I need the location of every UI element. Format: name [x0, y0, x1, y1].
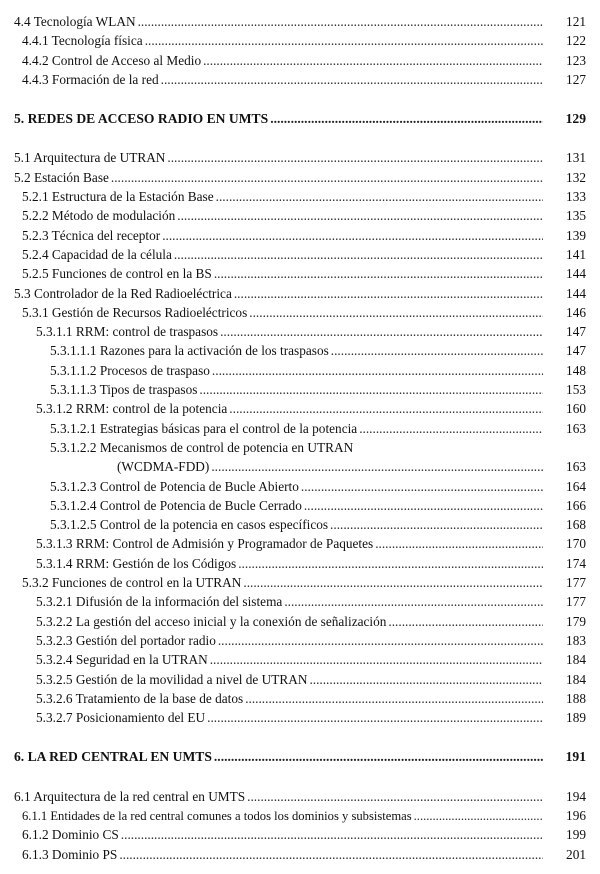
toc-entry — [0, 477, 600, 496]
dot-leader — [207, 708, 543, 727]
dot-leader — [203, 51, 543, 70]
toc-entry-label: 5.3.1 Gestión de Recursos Radioeléctricos — [22, 304, 248, 320]
dot-leader — [359, 419, 543, 438]
toc-entry — [0, 845, 600, 864]
toc-chapter-page: 191 — [565, 749, 586, 765]
toc-entry — [0, 806, 600, 825]
dot-leader — [214, 747, 543, 766]
dot-leader — [218, 631, 543, 650]
toc-entry — [0, 51, 600, 70]
toc-entry-label: 5.3.2.5 Gestión de la movilidad a nivel de UTRAN — [36, 671, 308, 687]
toc-entry-label: 5.2.1 Estructura de la Estación Base — [22, 189, 214, 205]
toc-chapter-label: 5. REDES DE ACCESO RADIO EN UMTS — [14, 111, 269, 127]
toc-entry-page: 163 — [566, 420, 586, 436]
toc-entry-label: 5.2.5 Funciones de control en la BS — [22, 266, 212, 282]
dot-leader — [167, 148, 543, 167]
toc-entry-label: 5.2 Estación Base — [14, 169, 109, 185]
dot-leader — [212, 361, 543, 380]
dot-leader — [121, 825, 543, 844]
toc-entry-page: 183 — [566, 632, 586, 648]
toc-entry-label: 6.1 Arquitectura de la red central en UMTS — [14, 788, 246, 804]
toc-entry-page: 144 — [566, 266, 586, 282]
dot-leader — [119, 845, 543, 864]
toc-entry-page: 168 — [566, 517, 586, 533]
toc-entry-page: 184 — [566, 652, 586, 668]
dot-leader — [234, 284, 543, 303]
table-of-contents — [0, 12, 600, 864]
toc-entry-label: 4.4.2 Control de Acceso al Medio — [22, 52, 202, 68]
toc-entry-page: 184 — [566, 671, 586, 687]
dot-leader — [330, 515, 543, 534]
toc-entry-page: 177 — [566, 594, 586, 610]
toc-entry-page: 146 — [566, 304, 586, 320]
toc-entry-page: 153 — [566, 382, 586, 398]
dot-leader — [161, 70, 543, 89]
toc-entry-label: 6.1.3 Dominio PS — [22, 846, 118, 862]
toc-chapter-page: 129 — [565, 111, 586, 127]
toc-entry — [0, 12, 600, 31]
dot-leader — [249, 303, 543, 322]
toc-entry-page: 133 — [566, 189, 586, 205]
toc-entry-page: 163 — [566, 459, 586, 475]
toc-entry-label: 5.3.2.3 Gestión del portador radio — [36, 632, 216, 648]
toc-entry — [0, 168, 600, 187]
toc-entry — [0, 187, 600, 206]
toc-entry-page: 147 — [566, 324, 586, 340]
toc-entry-label: 5.3.1.1.1 Razones para la activación de los traspasos — [50, 343, 329, 359]
toc-entry — [0, 341, 600, 360]
toc-entry — [0, 148, 600, 167]
toc-entry — [0, 399, 600, 418]
toc-entry-label: 6.1.1 Entidades de la red central comunes a todos los dominios y subsistemas — [22, 808, 412, 823]
toc-entry — [0, 573, 600, 592]
toc-entry-page: 123 — [566, 52, 586, 68]
toc-entry-label: 5.3.2.4 Seguridad en la UTRAN — [36, 652, 208, 668]
toc-entry-label: 4.4 Tecnología WLAN — [14, 14, 136, 29]
toc-entry-page: 179 — [566, 613, 586, 629]
toc-entry — [0, 322, 600, 341]
toc-entry-label: 5.3.1.4 RRM: Gestión de los Códigos — [36, 555, 237, 571]
toc-entry-label: 5.3.1.2.3 Control de Potencia de Bucle Abierto — [50, 478, 299, 494]
dot-leader — [214, 264, 543, 283]
toc-chapter-label: 6. LA RED CENTRAL EN UMTS — [14, 749, 212, 765]
toc-entry — [0, 419, 600, 438]
dot-leader — [211, 457, 543, 476]
toc-entry-page: 177 — [566, 575, 586, 591]
dot-leader — [284, 592, 543, 611]
toc-entry-label-continued: (WCDMA-FDD) — [117, 459, 210, 475]
toc-entry-page: 164 — [566, 478, 586, 494]
toc-entry — [0, 206, 600, 225]
toc-entry-label: 5.3.2.2 La gestión del acceso inicial y la conexión de señalización — [36, 613, 387, 629]
toc-entry — [0, 496, 600, 515]
dot-leader — [388, 612, 543, 631]
toc-entry — [0, 670, 600, 689]
toc-entry-page: 139 — [566, 227, 586, 243]
toc-entry — [0, 534, 600, 553]
toc-entry — [0, 825, 600, 844]
toc-entry — [0, 284, 600, 303]
toc-entry-label: 4.4.1 Tecnología física — [22, 33, 143, 49]
dot-leader — [111, 168, 543, 187]
toc-entry-page: 166 — [566, 497, 586, 513]
dot-leader — [301, 477, 543, 496]
dot-leader — [304, 496, 543, 515]
toc-entry — [0, 554, 600, 573]
toc-entry-page: 194 — [566, 788, 586, 804]
toc-entry — [0, 303, 600, 322]
dot-leader — [245, 689, 543, 708]
toc-entry-label: 5.3.1.1.3 Tipos de traspasos — [50, 382, 198, 398]
toc-entry-label: 5.3.1.2 RRM: control de la potencia — [36, 401, 228, 417]
toc-entry-page: 188 — [566, 690, 586, 706]
toc-entry-page: 135 — [566, 208, 586, 224]
toc-entry-label: 5.3.2 Funciones de control en la UTRAN — [22, 575, 242, 591]
toc-entry-page: 189 — [566, 710, 586, 726]
toc-entry — [0, 612, 600, 631]
toc-entry-page: 144 — [566, 285, 586, 301]
toc-entry — [0, 380, 600, 399]
dot-leader — [216, 187, 543, 206]
toc-entry-label: 5.2.3 Técnica del receptor — [22, 227, 161, 243]
toc-entry — [0, 515, 600, 534]
toc-entry — [0, 708, 600, 727]
toc-entry-page: 201 — [566, 846, 586, 862]
toc-entry-label: 5.3.1.2.5 Control de la potencia en casos específicos — [50, 517, 329, 533]
dot-leader — [138, 12, 543, 31]
toc-entry — [0, 31, 600, 50]
toc-entry-label: 5.3.2.1 Difusión de la información del sistema — [36, 594, 283, 610]
toc-entry-page: 196 — [566, 807, 586, 823]
toc-entry-page: 147 — [566, 343, 586, 359]
toc-chapter-entry — [0, 109, 600, 128]
dot-leader — [220, 322, 543, 341]
dot-leader — [331, 341, 543, 360]
toc-entry-label: 4.4.3 Formación de la red — [22, 71, 159, 87]
toc-entry-label: 5.3.1.2.4 Control de Potencia de Bucle Cerrado — [50, 497, 302, 513]
toc-entry-label: 5.2.2 Método de modulación — [22, 208, 176, 224]
toc-entry-page: 127 — [566, 71, 586, 87]
dot-leader — [177, 206, 543, 225]
dot-leader — [243, 573, 543, 592]
toc-entry-label: 5.1 Arquitectura de UTRAN — [14, 150, 166, 166]
toc-entry-label: 5.3.2.7 Posicionamiento del EU — [36, 710, 206, 726]
toc-entry-label: 5.3.1.3 RRM: Control de Admisión y Programador de Paquetes — [36, 536, 374, 552]
toc-entry — [0, 245, 600, 264]
toc-entry-continuation — [0, 457, 600, 476]
toc-chapter-entry — [0, 747, 600, 766]
dot-leader — [238, 554, 543, 573]
dot-leader — [414, 807, 543, 826]
toc-entry-page: 121 — [566, 14, 586, 29]
dot-leader — [145, 31, 543, 50]
toc-entry-page: 170 — [566, 536, 586, 552]
toc-entry-page: 174 — [566, 555, 586, 571]
toc-entry-page: 141 — [566, 246, 586, 262]
dot-leader — [375, 534, 543, 553]
toc-entry-label: 5.3.1.2.1 Estrategias básicas para el control de la potencia — [50, 420, 358, 436]
toc-entry-page: 131 — [566, 150, 586, 166]
dot-leader — [229, 399, 543, 418]
dot-leader — [210, 650, 543, 669]
toc-entry-label: 5.3.1.2.2 Mecanismos de control de potencia en UTRAN — [50, 439, 354, 455]
toc-entry — [0, 226, 600, 245]
toc-entry — [0, 264, 600, 283]
toc-entry-label: 6.1.2 Dominio CS — [22, 827, 119, 843]
toc-entry — [0, 787, 600, 806]
toc-entry-label: 5.3.1.1.2 Procesos de traspaso — [50, 362, 210, 378]
toc-entry — [0, 438, 600, 457]
toc-entry-page: 199 — [566, 827, 586, 843]
dot-leader — [270, 109, 543, 128]
toc-entry — [0, 650, 600, 669]
toc-entry — [0, 70, 600, 89]
toc-entry-label: 5.2.4 Capacidad de la célula — [22, 246, 172, 262]
dot-leader — [162, 226, 543, 245]
dot-leader — [174, 245, 543, 264]
toc-entry-page: 160 — [566, 401, 586, 417]
toc-entry-page: 132 — [566, 169, 586, 185]
toc-entry-label: 5.3 Controlador de la Red Radioeléctrica — [14, 285, 232, 301]
dot-leader — [199, 380, 543, 399]
toc-entry — [0, 689, 600, 708]
toc-entry — [0, 592, 600, 611]
toc-entry-page: 122 — [566, 33, 586, 49]
toc-entry-page: 148 — [566, 362, 586, 378]
toc-entry — [0, 361, 600, 380]
dot-leader — [309, 670, 543, 689]
toc-entry — [0, 631, 600, 650]
dot-leader — [247, 787, 543, 806]
toc-entry-label: 5.3.1.1 RRM: control de traspasos — [36, 324, 219, 340]
toc-entry-label: 5.3.2.6 Tratamiento de la base de datos — [36, 690, 244, 706]
